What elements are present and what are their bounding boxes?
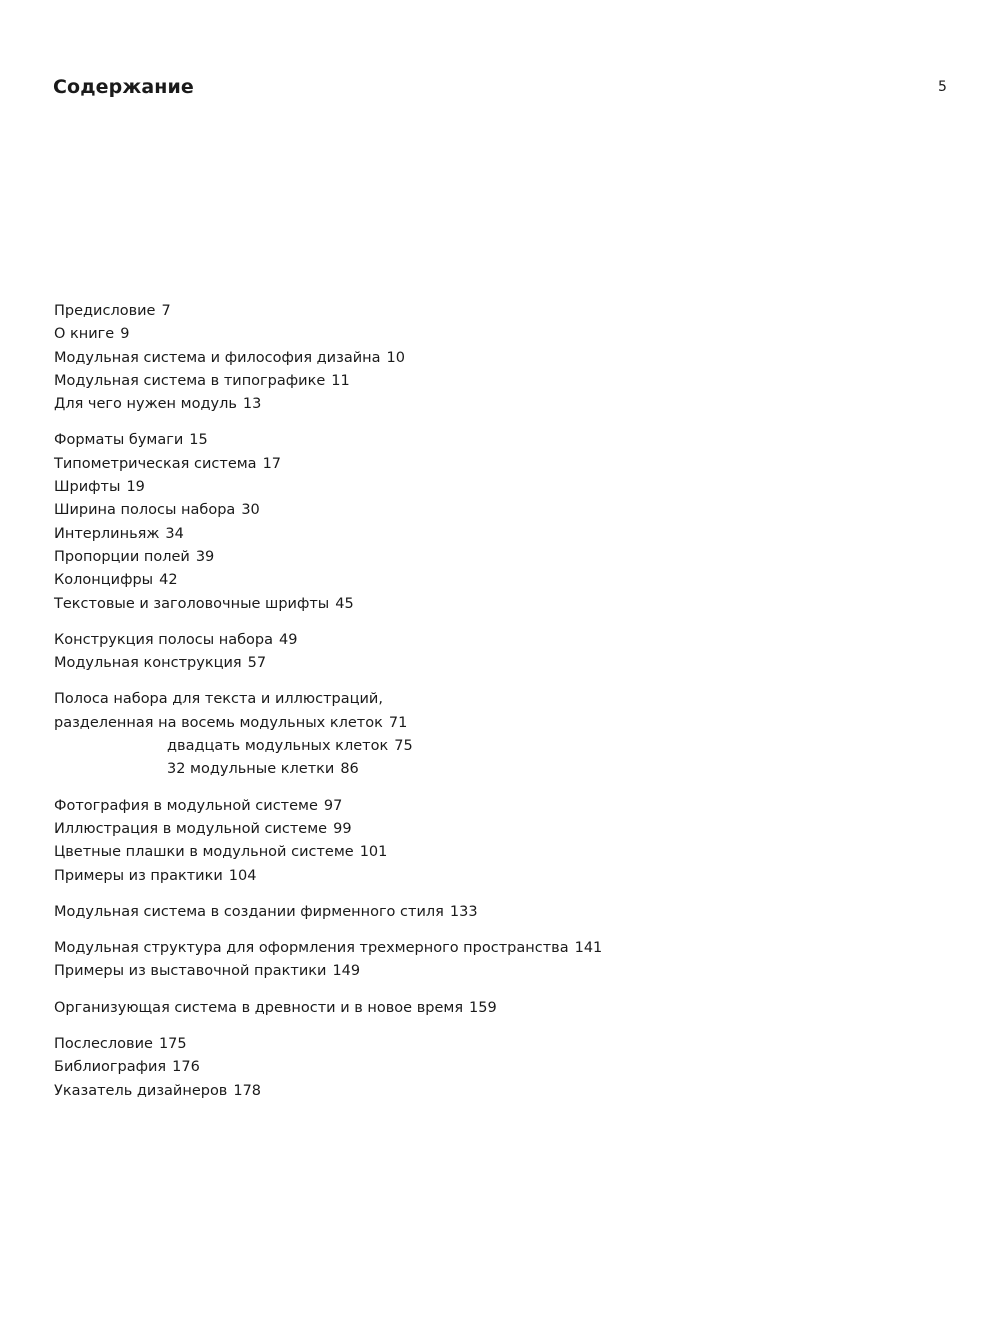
- toc-entry-title: Типометрическая система: [54, 455, 257, 472]
- toc-group: [54, 937, 754, 984]
- toc-entry: [54, 523, 754, 546]
- toc-entry-title: Ширина полосы набора: [54, 502, 236, 519]
- toc-entry: [54, 347, 754, 370]
- toc-entry-page: 133: [449, 903, 478, 920]
- toc-entry-title: разделенная на восемь модульных клеток: [54, 714, 383, 731]
- toc-entry: [54, 841, 754, 864]
- toc-group: [54, 997, 754, 1020]
- toc-entry-title: Колонцифры: [54, 572, 154, 589]
- toc-entry: [54, 569, 754, 592]
- toc-entry-page: 99: [333, 820, 352, 837]
- toc-entry-page: 75: [394, 738, 413, 755]
- toc-entry: [54, 323, 754, 346]
- toc-group: [54, 1033, 754, 1103]
- toc-entry-title: Указатель дизайнеров: [54, 1082, 228, 1099]
- toc-entry: [54, 1033, 754, 1056]
- toc-entry-title: Организующая система в древности и в новое время: [54, 999, 464, 1016]
- toc-entry: [54, 393, 754, 416]
- toc-entry-title: Иллюстрация в модульной системе: [54, 820, 328, 837]
- toc-entry: [54, 300, 754, 323]
- toc-entry-title: Для чего нужен модуль: [54, 396, 237, 413]
- toc-entry: [54, 712, 754, 735]
- toc-entry-title: Полоса набора для текста и иллюстраций,: [54, 691, 383, 708]
- toc-entry-page: 10: [386, 349, 405, 366]
- toc-entry-title: Шрифты: [54, 479, 121, 496]
- toc-entry-title: Пропорции полей: [54, 548, 190, 565]
- toc-entry: [54, 960, 754, 983]
- toc-entry-page: 19: [126, 479, 145, 496]
- toc-group: [54, 901, 754, 924]
- toc-group: [54, 300, 754, 416]
- toc-entry-title: Модульная система в создании фирменного стиля: [54, 903, 444, 920]
- toc-entry: [54, 795, 754, 818]
- toc-entry-page: 104: [228, 867, 257, 884]
- toc-entry-page: 49: [279, 631, 298, 648]
- toc-entry-page: 45: [335, 595, 354, 612]
- toc-entry: [54, 688, 754, 711]
- toc-entry-page: 34: [165, 525, 184, 542]
- toc-entry: [54, 865, 754, 888]
- toc-entry: [54, 937, 754, 960]
- toc-entry-page: 141: [574, 940, 603, 957]
- toc-entry-page: 71: [388, 714, 408, 731]
- toc-entry-title: Модульная система в типографике: [54, 372, 326, 389]
- toc-entry-title: Предисловие: [54, 303, 156, 319]
- toc-entry: [54, 1056, 754, 1079]
- toc-entry-page: 97: [323, 797, 343, 814]
- toc-group: [54, 795, 754, 888]
- toc-entry-title: Конструкция полосы набора: [54, 631, 274, 648]
- toc-entry: [54, 1080, 754, 1103]
- toc-entry: [54, 453, 754, 476]
- toc-entry-page: 30: [241, 502, 260, 519]
- toc-entry: [54, 370, 754, 393]
- table-of-contents: [54, 300, 754, 1116]
- toc-entry-title: Цветные плашки в модульной системе: [54, 844, 354, 861]
- toc-entry-title: Модульная конструкция: [54, 655, 242, 672]
- toc-entry: [54, 901, 754, 924]
- toc-entry: [54, 476, 754, 499]
- toc-subentry: [54, 735, 754, 758]
- toc-entry-title: Модульная система и философия дизайна: [54, 349, 381, 366]
- toc-entry-title: Примеры из практики: [54, 867, 223, 884]
- toc-entry-page: 86: [340, 761, 359, 778]
- toc-entry-page: 7: [161, 303, 171, 319]
- toc-entry-page: 11: [331, 372, 350, 389]
- toc-entry-page: 13: [242, 396, 262, 413]
- toc-entry-page: 175: [158, 1036, 187, 1053]
- toc-group: [54, 429, 754, 615]
- toc-entry-page: 101: [359, 844, 388, 861]
- toc-entry-page: 149: [332, 963, 361, 980]
- toc-entry-title: двадцать модульных клеток: [167, 738, 389, 755]
- toc-entry-title: Примеры из выставочной практики: [54, 963, 327, 980]
- toc-entry: [54, 499, 754, 522]
- toc-entry-page: 39: [195, 548, 215, 565]
- toc-entry-page: 176: [172, 1059, 200, 1076]
- toc-entry-page: 17: [262, 455, 282, 472]
- toc-entry-title: Послесловие: [54, 1036, 153, 1053]
- toc-entry-title: Библиография: [54, 1059, 167, 1076]
- toc-entry-title: 32 модульные клетки: [167, 761, 335, 778]
- toc-entry-page: 15: [189, 432, 208, 449]
- toc-entry: [54, 997, 754, 1020]
- toc-entry: [54, 429, 754, 452]
- toc-entry-page: 42: [159, 572, 178, 589]
- toc-group: [54, 629, 754, 676]
- toc-entry-title: Форматы бумаги: [54, 432, 184, 449]
- page-title: Содержание: [53, 76, 194, 98]
- toc-entry-title: Интерлиньяж: [54, 525, 160, 542]
- toc-entry-title: Текстовые и заголовочные шрифты: [54, 595, 330, 612]
- toc-subentry: [54, 758, 754, 781]
- toc-entry: [54, 818, 754, 841]
- toc-entry-page: 57: [247, 655, 267, 672]
- toc-group: [54, 688, 754, 781]
- toc-entry: [54, 593, 754, 616]
- toc-entry: [54, 546, 754, 569]
- toc-entry-title: Фотография в модульной системе: [54, 797, 318, 814]
- toc-entry-page: 9: [120, 326, 130, 343]
- toc-entry-page: 178: [233, 1082, 262, 1099]
- toc-entry-page: 159: [469, 999, 497, 1016]
- toc-entry: [54, 629, 754, 652]
- toc-entry-title: Модульная структура для оформления трехмерного пространства: [54, 940, 569, 957]
- toc-entry-title: О книге: [54, 326, 115, 343]
- page-number: 5: [938, 79, 947, 95]
- toc-entry: [54, 652, 754, 675]
